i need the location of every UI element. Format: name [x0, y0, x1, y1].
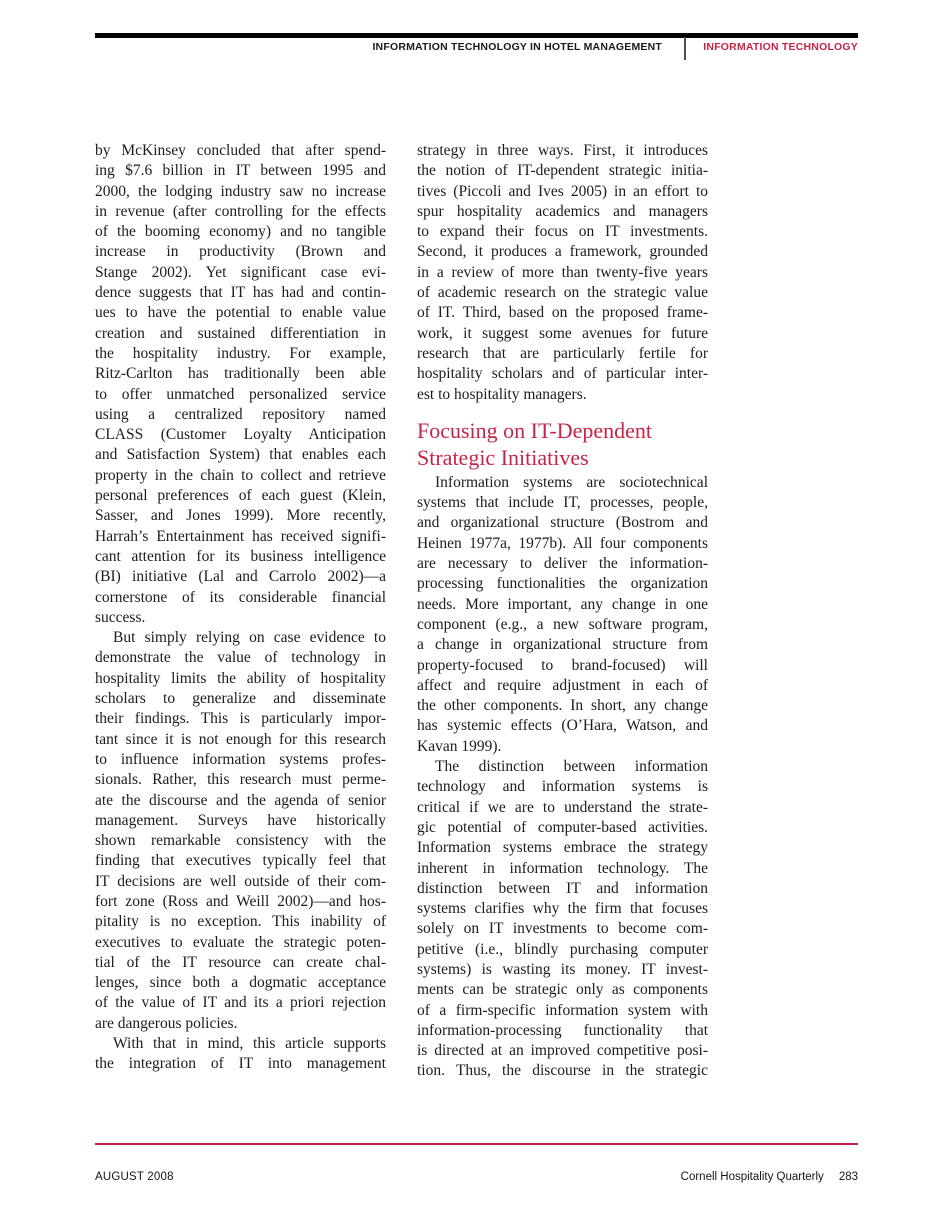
paragraph [417, 141, 708, 405]
text-line: Harrah’s Entertainment has received signifi- [95, 527, 386, 545]
text-line: CLASS (Customer Loyalty Anticipation [95, 426, 386, 444]
paragraph [95, 141, 386, 628]
text-line: of the booming economy) and no tangible [95, 223, 386, 241]
text-line: With that in mind, this article supports [113, 1035, 386, 1053]
heading-line: Focusing on IT-Dependent [417, 417, 653, 443]
text-line: Heinen 1977a, 1977b). All four components [417, 534, 708, 552]
text-line: tial of the IT resource can create chal- [95, 953, 386, 971]
text-line: processing functionalities the organization [417, 575, 708, 593]
text-line: in revenue (after controlling for the effects [95, 202, 386, 220]
text-line: shown remarkable consistency with the [95, 832, 386, 850]
text-line: Information systems embrace the strategy [417, 839, 708, 857]
text-line: systems) is wasting its money. IT invest- [417, 960, 708, 978]
text-line: by McKinsey concluded that after spend- [95, 142, 386, 159]
text-line: gic potential of computer-based activities. [417, 818, 708, 836]
text-line: personal preferences of each guest (Klein, [95, 487, 386, 505]
text-line: demonstrate the value of technology in [95, 649, 386, 667]
text-line: hospitality scholars and of particular inter- [417, 365, 708, 383]
text-line: ate the discourse and the agenda of senior [95, 791, 386, 809]
text-line: of academic research on the strategic value [417, 284, 708, 302]
text-line: Second, it produces a framework, grounded [417, 243, 708, 261]
text-line: finding that executives typically feel that [95, 852, 386, 870]
footer-rule [95, 1143, 858, 1145]
text-line: of IT. Third, based on the proposed frame- [417, 304, 708, 322]
text-line: cant attention for its business intelligence [95, 547, 386, 565]
text-line: ments can be strategic only as components [417, 981, 708, 999]
text-line: est to hospitality managers. [417, 385, 587, 403]
footer-journal-name: Cornell Hospitality Quarterly [680, 1171, 824, 1183]
text-line: technology and information systems is [417, 778, 708, 796]
text-line: Sasser, and Jones 1999). More recently, [95, 507, 386, 525]
text-line: of a firm-specific information system with [417, 1001, 708, 1019]
text-line: needs. More important, any change in one [417, 595, 708, 613]
text-line: the other components. In short, any change [417, 697, 708, 715]
text-line: a change in organizational structure from [417, 636, 708, 654]
text-line: and organizational structure (Bostrom and [417, 514, 708, 532]
text-line: affect and require adjustment in each of [417, 676, 708, 694]
text-line: work, it suggest some avenues for future [417, 324, 708, 342]
text-line: tion. Thus, the discourse in the strategic [417, 1062, 708, 1080]
text-line: Kavan 1999). [417, 737, 502, 755]
text-line: property in the chain to collect and retrieve [95, 466, 386, 484]
text-line: Ritz-Carlton has traditionally been able [95, 365, 386, 383]
text-line: But simply relying on case evidence to [113, 629, 386, 647]
text-line: creation and sustained differentiation in [95, 324, 386, 342]
text-line: are dangerous policies. [95, 1014, 238, 1032]
text-line: success. [95, 608, 146, 626]
paragraph [417, 757, 708, 1082]
text-line: solely on IT investments to become com- [417, 920, 708, 938]
paragraph [95, 628, 386, 1034]
text-line: hospitality limits the ability of hospitality [95, 669, 386, 687]
text-line: the notion of IT-dependent strategic initia- [417, 162, 708, 180]
text-line: component (e.g., a new software program, [417, 615, 708, 633]
section-heading [417, 417, 708, 471]
text-line: the integration of IT into management [95, 1055, 386, 1073]
text-line: systems that include IT, processes, people, [417, 494, 708, 512]
text-line: systems clarifies why the firm that focuses [417, 900, 708, 918]
text-line: Information systems are sociotechnical [435, 473, 708, 491]
text-line: executives to evaluate the strategic poten- [95, 933, 386, 951]
paragraph [95, 1034, 386, 1075]
text-line: has systemic effects (O’Hara, Watson, and [417, 717, 708, 735]
text-line: 2000, the lodging industry saw no increase [95, 182, 386, 200]
text-line: Stange 2002). Yet significant case evi- [95, 263, 386, 281]
text-line: The distinction between information [435, 758, 708, 776]
text-line: ues to have the potential to enable value [95, 304, 386, 322]
footer-journal-info [681, 1171, 858, 1183]
text-line: and Satisfaction System) that enables each [95, 446, 386, 464]
text-line: inherent in information technology. The [417, 859, 708, 877]
text-line: cornerstone of its considerable financial [95, 588, 386, 606]
paragraph [417, 473, 708, 757]
text-line: their findings. This is particularly impor- [95, 710, 386, 728]
text-line: to offer unmatched personalized service [95, 385, 386, 403]
text-line: to expand their focus on IT investments. [417, 223, 708, 241]
text-column-left [95, 141, 386, 1075]
text-line: ing $7.6 billion in IT between 1995 and [95, 162, 386, 180]
text-line: fort zone (Ross and Weill 2002)—and hos- [95, 892, 386, 910]
text-line: distinction between IT and information [417, 879, 708, 897]
text-line: spur hospitality academics and managers [417, 202, 708, 220]
header-rule [95, 33, 858, 38]
heading-line: Strategic Initiatives [417, 444, 589, 470]
text-line: scholars to generalize and disseminate [95, 690, 386, 708]
text-line: research that are particularly fertile for [417, 344, 708, 362]
text-line: in a review of more than twenty-five years [417, 263, 708, 281]
text-line: is directed at an improved competitive posi- [417, 1042, 708, 1060]
text-line: tives (Piccoli and Ives 2005) in an effort to [417, 182, 708, 200]
text-line: sionals. Rather, this research must perme- [95, 771, 386, 789]
text-line: information-processing functionality that [417, 1021, 708, 1039]
text-line: property-focused to brand-focused) will [417, 656, 708, 674]
footer-issue-date: AUGUST 2008 [95, 1171, 174, 1183]
text-line: IT decisions are well outside of their com- [95, 872, 386, 890]
text-line: dence suggests that IT has had and contin- [95, 284, 386, 302]
text-line: critical if we are to understand the strate- [417, 798, 708, 816]
text-line: strategy in three ways. First, it introduces [417, 142, 708, 159]
text-column-right [417, 141, 708, 1082]
text-line: pitality is no exception. This inability of [95, 913, 386, 931]
text-line: tant since it is not enough for this research [95, 730, 386, 748]
text-line: lenges, since both a dogmatic acceptance [95, 974, 386, 992]
text-line: are necessary to deliver the information- [417, 555, 708, 573]
text-line: of the value of IT and its a priori rejection [95, 994, 386, 1012]
text-line: petitive (i.e., blindly purchasing computer [417, 940, 708, 958]
text-line: (BI) initiative (Lal and Carrolo 2002)—a [95, 568, 386, 586]
running-head-section-label: INFORMATION TECHNOLOGY [703, 41, 858, 53]
text-line: using a centralized repository named [95, 405, 386, 423]
header-separator [684, 37, 686, 60]
running-head-article-title: INFORMATION TECHNOLOGY IN HOTEL MANAGEMENT [372, 41, 662, 53]
text-line: increase in productivity (Brown and [95, 243, 386, 261]
text-line: the hospitality industry. For example, [95, 344, 386, 362]
footer-page-number: 283 [838, 1171, 858, 1183]
text-line: to influence information systems profes- [95, 750, 386, 768]
text-line: management. Surveys have historically [95, 811, 386, 829]
